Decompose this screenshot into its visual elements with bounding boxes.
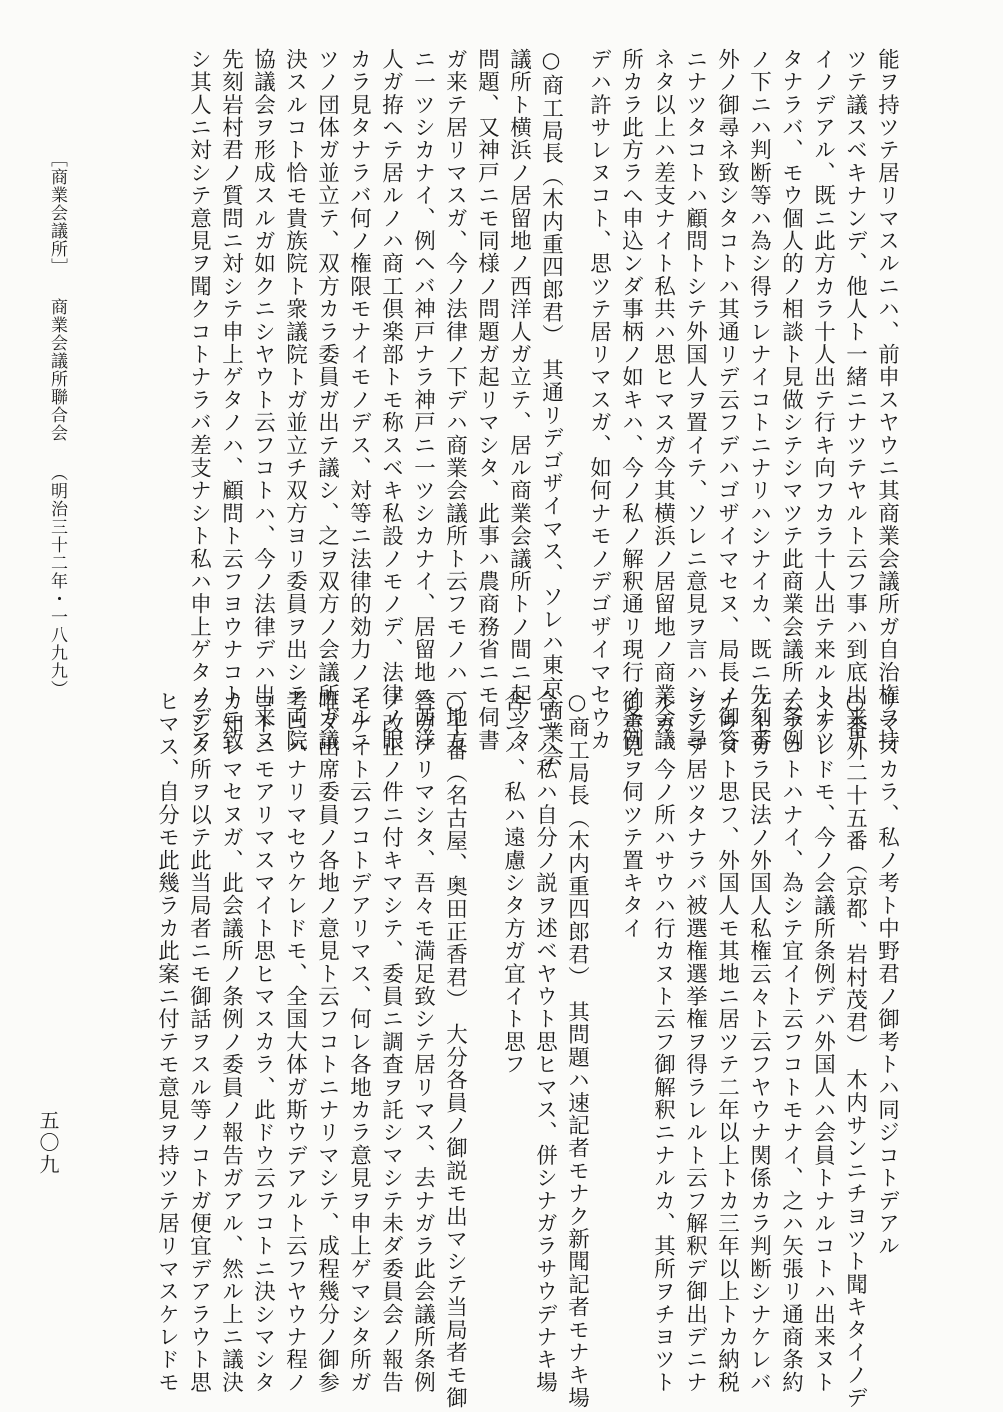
text-column: ○十番（名古屋、奥田正香君） 大分各員ノ御説モ出マシテ当局者モ御 [442, 690, 468, 1410]
text-column: ニナツタコトハ顧問トシテ外国人ヲ置イテ、ソレニ意見ヲ言ハシテ尋 [682, 48, 708, 752]
text-column: 議所ト横浜ノ居留地ノ西洋人ガ立テ、居ル商業会議所トノ間ニ起ツタ [506, 48, 532, 752]
text-column: 考ニハナリマセウケレドモ、全国大体ガ斯ウデアルト云フヤウナ程ノ [282, 690, 308, 1394]
text-column: ガ来テ居リマスガ、今ノ法律ノ下デハ商業会議所ト云フモノハ一地方 [442, 48, 468, 752]
text-column: ルカ、今ノ所ハサウハ行カヌト云フ御解釈ニナルカ、其所ヲチヨツト [650, 690, 676, 1394]
text-column: タナラバ、モウ個人的ノ相談ト見做シテシマツテ此商業会議所ノ条例 [778, 48, 804, 752]
text-column: カラ見タナラバ何ノ権限モナイモノデス、対等ニ法律的効力ノアルニ [346, 48, 372, 752]
running-head-title: 商業会議所聯合会 [47, 298, 67, 442]
text-column: 所カラ此方ラヘ申込ンダ事柄ノ如キハ、今ノ私ノ解釈通リ現行ノ条例 [618, 48, 644, 752]
text-column: シ其人ニ対シテ意見ヲ聞クコトナラバ差支ナシト私ハ申上ゲタノデア [186, 48, 212, 752]
text-column: ナラヌト思フ、外国人モ其地ニ居ツテ二年以上トカ三年以上トカ納税 [714, 690, 740, 1394]
text-column: ヲシタ所ヲ以テ此当局者ニモ御話ヲスル等ノコトガ便宜デアラウト思 [186, 690, 212, 1394]
text-column: 合ニハ、私ハ遠慮シタ方ガ宜イト思フ [500, 690, 526, 1076]
text-column: 云フコトハナイ、為シテ宜イト云フコトモナイ、之ハ矢張リ通商条約 [778, 690, 804, 1394]
text-column: 問題、又神戸ニモ同様ノ問題ガ起リマシタ、此事ハ農商務省ニモ伺書 [474, 48, 500, 752]
text-column: スケレドモ、今ノ会議所条例デハ外国人ハ会員トナルコトハ出来ヌト [810, 690, 836, 1394]
text-column: ○商工局長（木内重四郎君） 其問題ハ速記者モナク新聞記者モナキ場 [564, 690, 590, 1410]
text-column: 唯ダ出席委員ノ各地ノ意見ト云フコトニナリマシテ、成程幾分ノ御参 [314, 690, 340, 1394]
text-column: ヲシテ居ツタナラバ被選権選挙権ヲ得ラレルト云フ解釈デ御出デニナ [682, 690, 708, 1394]
text-column: カ知レマセヌガ、此会議所ノ条例ノ委員ノ報告ガアル、然ル上ニ議決 [218, 690, 244, 1394]
text-column: 答ガアリマシタ、吾々モ満足致シテ居リマス、去ナガラ此会議所条例 [410, 690, 436, 1394]
text-column: 人ガ拵ヘテ居ルノハ商工倶楽部トモ称スベキ私設ノモノデ、法律ノ眼 [378, 48, 404, 752]
text-column: モナイト云フコトデアリマス、何レ各地カラ意見ヲ申上ゲマシタ所ガ [346, 690, 372, 1394]
text-column: ツノ団体ガ並立テ、双方カラ委員ガ出テ議シ、之ヲ双方ノ会議所ガ議 [314, 48, 340, 752]
text-column: 合ニハ私ハ自分ノ説ヲ述ベヤウト思ヒマス、併シナガラサウデナキ場 [532, 690, 558, 1394]
text-column: 協議会ヲ形成スルガ如クニシヤウト云フコトハ、今ノ法律デハ出来ヌ [250, 48, 276, 752]
text-column: コトニモアリマスマイト思ヒマスカラ、此ドウ云フコトニ決シマシタ [250, 690, 276, 1394]
text-column: イノデアル、既ニ此方カラ十人出テ行キ向フカラ十人出テ来ルトナツ [810, 48, 836, 752]
text-column: ノ下ニハ判断等ハ為シ得ラレナイコトニナリハシナイカ、既ニ先刻番 [746, 48, 772, 752]
running-head [47, 150, 67, 698]
text-column: 決スルコト恰モ貴族院ト衆議院トガ並立チ双方ヨリ委員ヲ出シテ両院 [282, 48, 308, 752]
text-column: 能ヲ持ツテ居リマスルニハ、前申スヤウニ其商業会議所ガ自治権ヲ持 [874, 48, 900, 752]
text-column: 御意見ヲ伺ツテ置キタイ [618, 690, 644, 940]
running-head-date: （明治三十二年・一八九九） [47, 464, 67, 698]
text-column: ツテ議スベキナンデ、他人ト一緒ニナツテヤルト云フ事ハ到底出来ナ [842, 48, 868, 752]
page-number: 五〇九 [36, 1110, 60, 1176]
running-head-source: ［商業会議所］ [47, 150, 67, 276]
text-column: ヒマス、自分モ此幾ラカ此案ニ付テモ意見ヲ持ツテ居リマスケレドモ [154, 690, 180, 1394]
text-column: デハ許サレヌコト、思ツテ居リマスガ、如何ナモノデゴザイマセウカ [586, 48, 612, 752]
text-column: 外ノ御尋ネ致シタコトハ其通リデ云フデハゴザイマセヌ、局長ノ御答 [714, 48, 740, 752]
text-column: ノ上カラ民法ノ外国人私権云々ト云フヤウナ関係カラ判断シナケレバ [746, 690, 772, 1394]
text-column: リマスカラ、私ノ考ト中野君ノ御考トハ同ジコトデアル [874, 690, 900, 1258]
text-column: ○番外二十五番（京都、岩村茂君） 木内サンニチヨツト聞キタイノデ [842, 690, 868, 1410]
text-column: ○商工局長（木内重四郎君） 其通リデゴザイマス、ソレハ東京商業会 [538, 48, 564, 768]
text-column: ノ改正ノ件ニ付キマシテ、委員ニ調査ヲ託シマシテ未ダ委員会ノ報告 [378, 690, 404, 1394]
text-column: ニ一ツシカナイ、例ヘバ神戸ナラ神戸ニ一ツシカナイ、居留地ニ西洋 [410, 48, 436, 752]
text-column: 先刻岩村君ノ質問ニ対シテ申上ゲタノハ、顧問ト云フヨウナコトニ致 [218, 48, 244, 752]
text-column: ネタ以上ハ差支ナイト私共ハ思ヒマスガ今其横浜ノ居留地ノ商業会議 [650, 48, 676, 752]
